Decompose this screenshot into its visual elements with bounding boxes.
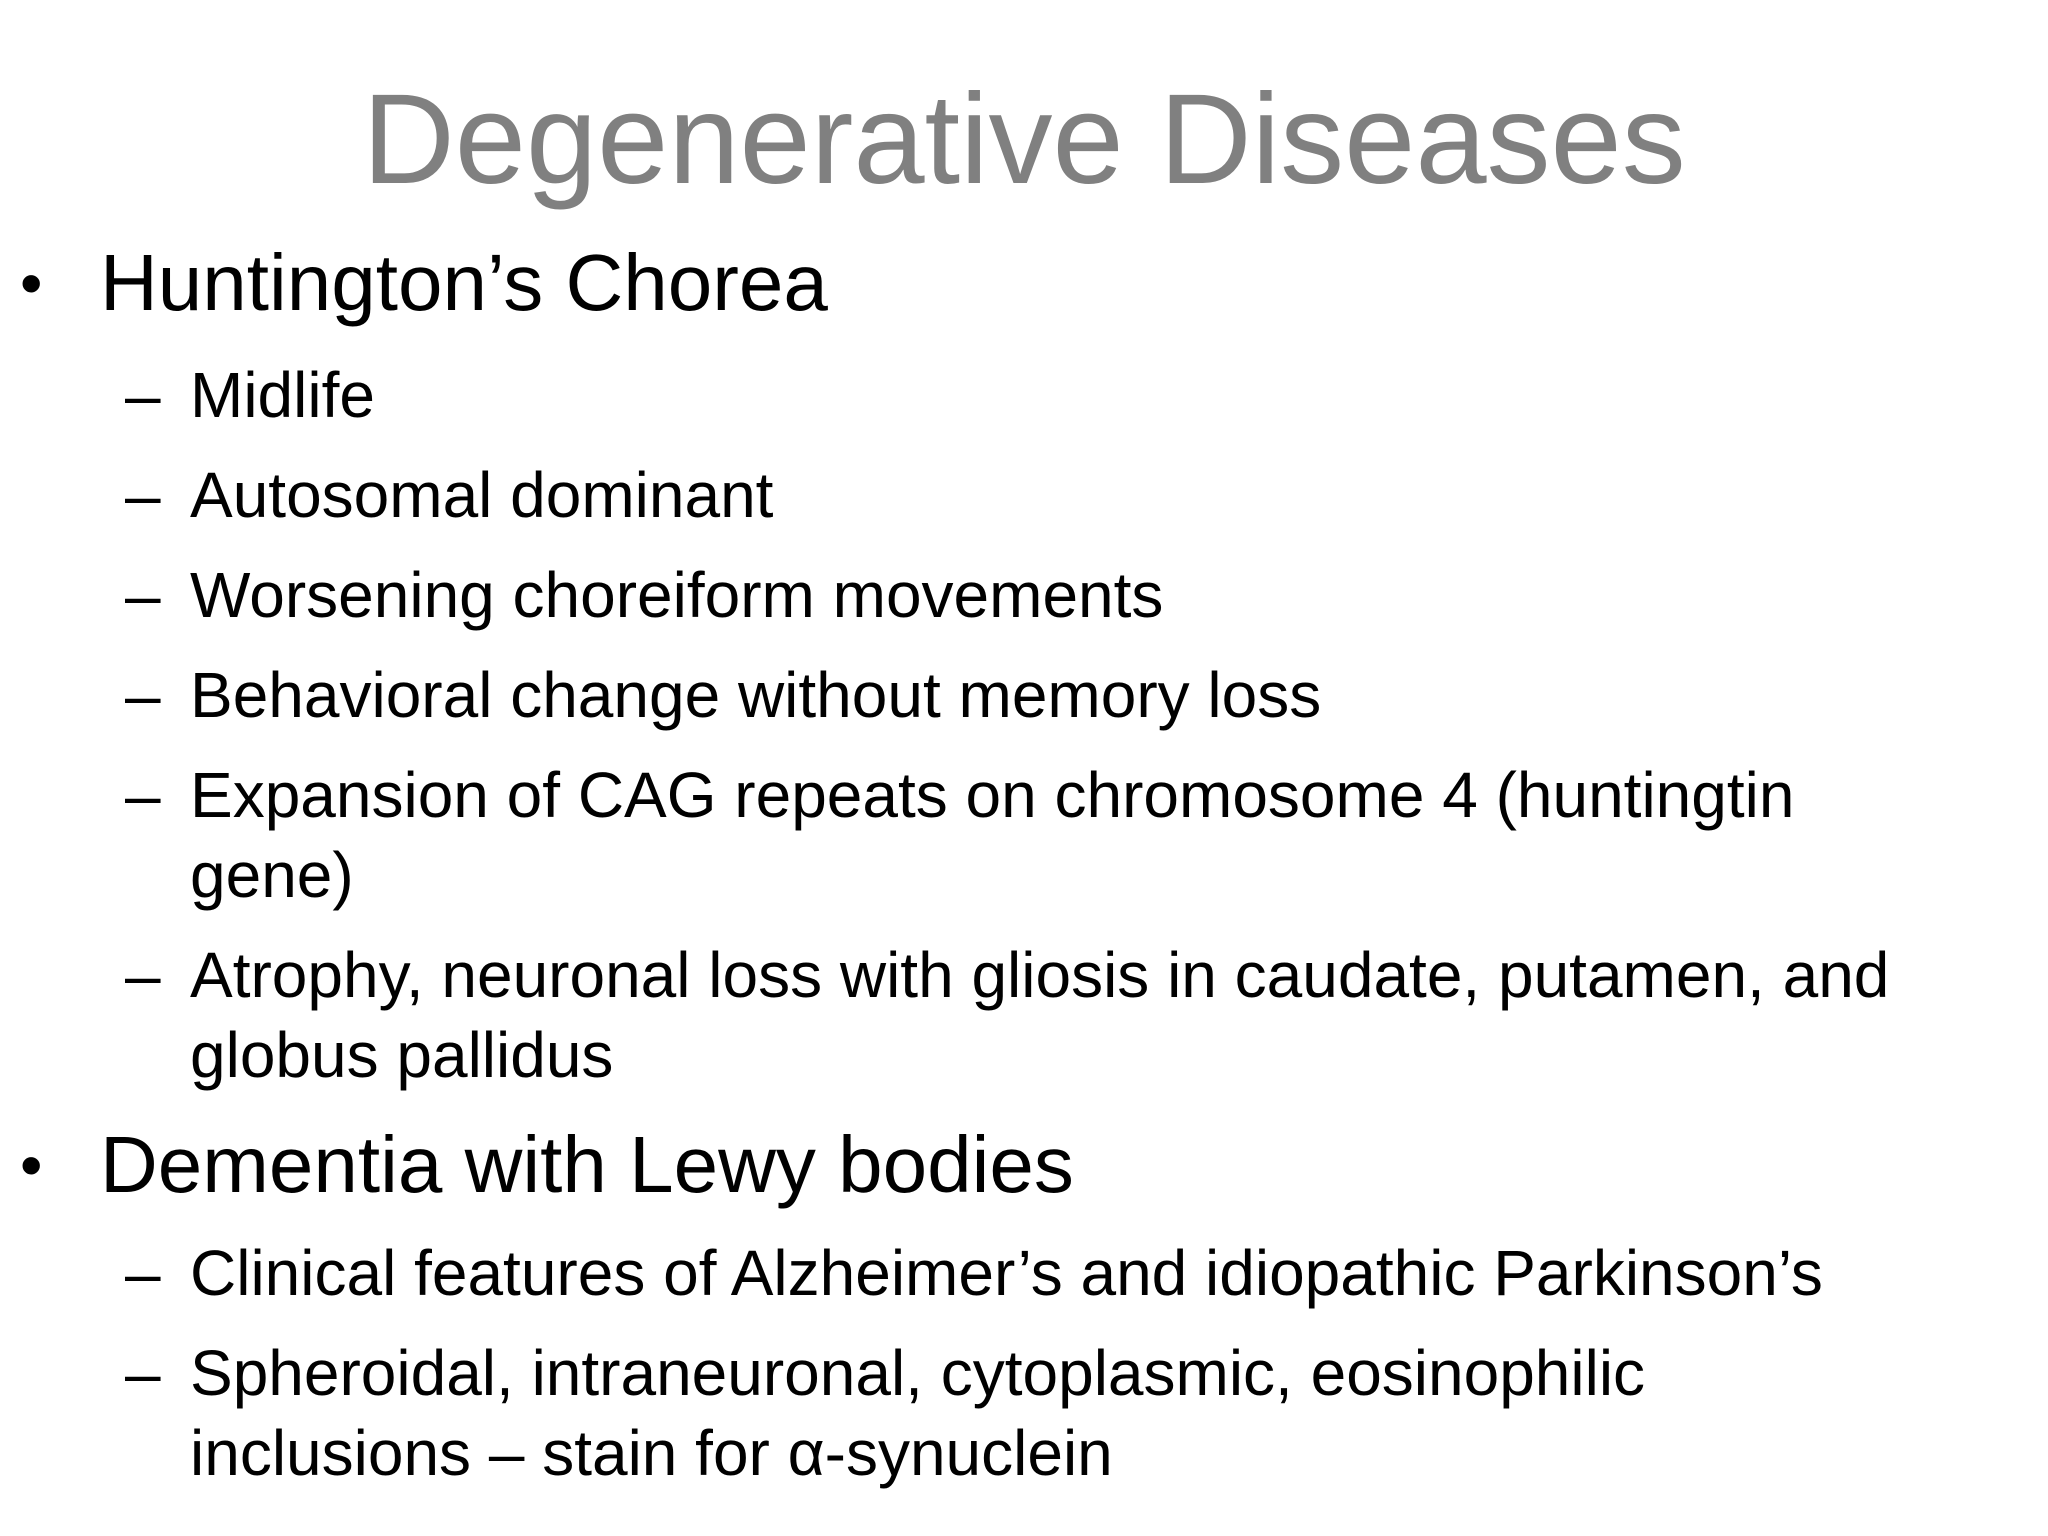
sub-bullet-text: Worsening choreiform movements — [190, 559, 1164, 631]
bullet-heading: Dementia with Lewy bodies — [100, 1120, 1074, 1209]
sub-bullet-text-line1: Expansion of CAG repeats on chromosome 4 (huntingtin — [190, 759, 1795, 831]
sub-bullet-text: Behavioral change without memory loss — [190, 659, 1322, 731]
slide-title: Degenerative Diseases — [362, 68, 1686, 211]
bullet-heading: Huntington’s Chorea — [100, 238, 828, 327]
sub-bullet-text-line1: Atrophy, neuronal loss with gliosis in caudate, putamen, and — [190, 939, 1890, 1011]
dash-icon: – — [125, 759, 161, 831]
sub-bullet-text: Autosomal dominant — [190, 459, 774, 531]
dash-icon: – — [125, 559, 161, 631]
sub-bullet-text-line2: gene) — [190, 839, 354, 911]
sub-bullet-text: Midlife — [190, 359, 375, 431]
bullet-icon: • — [20, 1129, 43, 1201]
sub-bullet-text: Clinical features of Alzheimer’s and idiopathic Parkinson’s — [190, 1237, 1823, 1309]
sub-bullet-text-line1: Spheroidal, intraneuronal, cytoplasmic, eosinophilic — [190, 1337, 1646, 1409]
sub-bullet-text-line2: inclusions – stain for α-synuclein — [190, 1417, 1113, 1489]
sub-bullet-text-line2: globus pallidus — [190, 1019, 614, 1091]
dash-icon: – — [125, 459, 161, 531]
dash-icon: – — [125, 1337, 161, 1409]
bullet-icon: • — [20, 247, 43, 319]
dash-icon: – — [125, 359, 161, 431]
dash-icon: – — [125, 659, 161, 731]
dash-icon: – — [125, 1237, 161, 1309]
dash-icon: – — [125, 939, 161, 1011]
